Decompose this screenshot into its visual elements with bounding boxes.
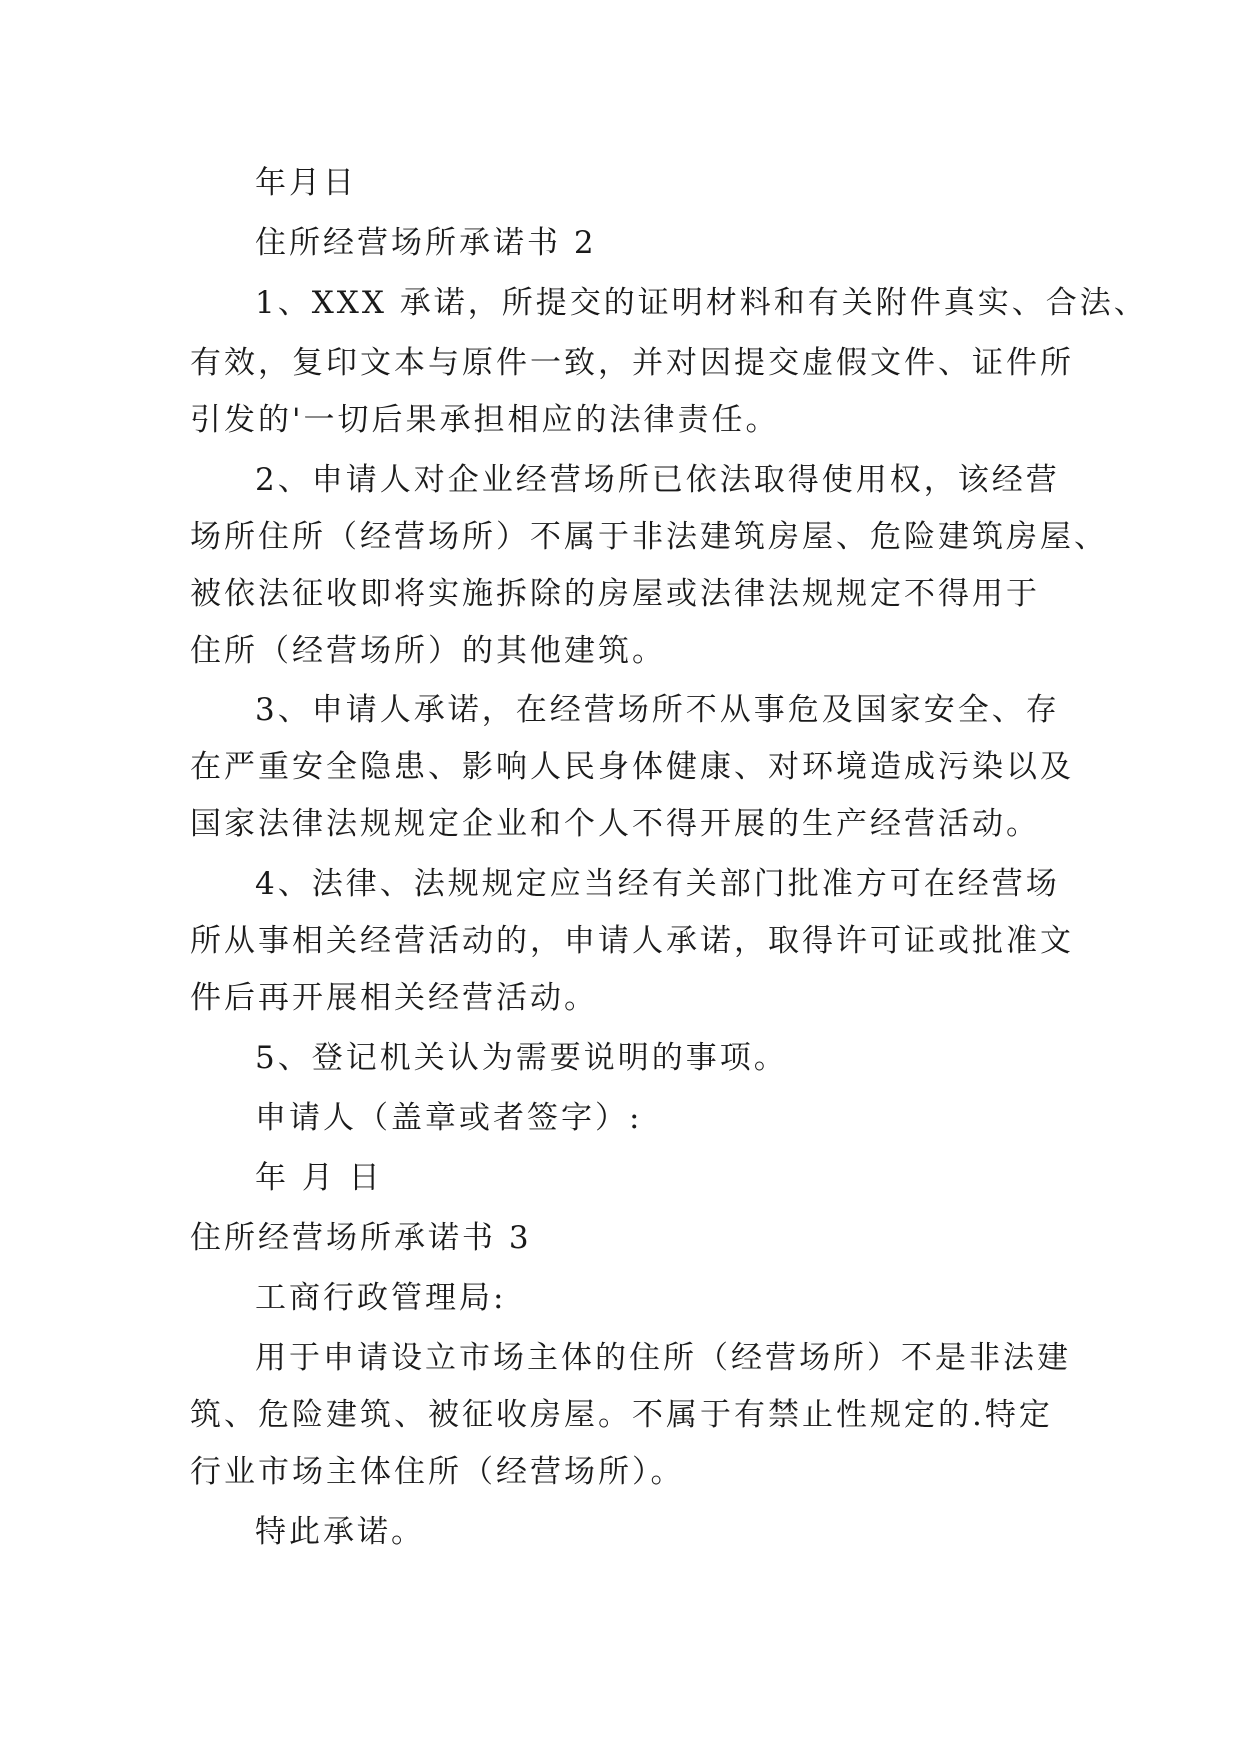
paragraph-4-line-2: 所从事相关经营活动的，申请人承诺，取得许可证或批准文: [190, 923, 1074, 959]
paragraph-3-line-3: 国家法律法规规定企业和个人不得开展的生产经营活动。: [190, 806, 1040, 842]
paragraph-2-line-1: 2、申请人对企业经营场所已依法取得使用权，该经营: [255, 462, 1060, 498]
paragraph-6-line-1: 用于申请设立市场主体的住所（经营场所）不是非法建: [255, 1340, 1071, 1376]
section-title-2: 住所经营场所承诺书 2: [255, 225, 597, 261]
paragraph-4-line-3: 件后再开展相关经营活动。: [190, 980, 598, 1016]
paragraph-1-line-2: 有效，复印文本与原件一致，并对因提交虚假文件、证件所: [190, 345, 1074, 381]
paragraph-1-line-1: 1、XXX 承诺，所提交的证明材料和有关附件真实、合法、: [255, 285, 1148, 321]
paragraph-6-line-2: 筑、危险建筑、被征收房屋。不属于有禁止性规定的.特定: [190, 1397, 1053, 1433]
paragraph-2-line-4: 住所（经营场所）的其他建筑。: [190, 633, 666, 669]
paragraph-3-line-2: 在严重安全隐患、影响人民身体健康、对环境造成污染以及: [190, 749, 1074, 785]
addressee-line: 工商行政管理局:: [255, 1280, 507, 1316]
applicant-signature-line: 申请人（盖章或者签字）:: [255, 1100, 643, 1136]
paragraph-3-line-1: 3、申请人承诺，在经营场所不从事危及国家安全、存: [255, 692, 1060, 728]
paragraph-6-line-3: 行业市场主体住所（经营场所）。: [190, 1454, 685, 1490]
paragraph-1-line-3: 引发的'一切后果承担相应的法律责任。: [190, 402, 780, 438]
closing-line: 特此承诺。: [255, 1514, 425, 1550]
paragraph-2-line-3: 被依法征收即将实施拆除的房屋或法律法规规定不得用于: [190, 576, 1040, 612]
date-line: 年月日: [255, 165, 357, 201]
paragraph-4-line-1: 4、法律、法规规定应当经有关部门批准方可在经营场: [255, 866, 1060, 902]
section-title-3: 住所经营场所承诺书 3: [190, 1220, 532, 1256]
paragraph-5-line-1: 5、登记机关认为需要说明的事项。: [255, 1040, 788, 1076]
paragraph-2-line-2: 场所住所（经营场所）不属于非法建筑房屋、危险建筑房屋、: [190, 519, 1108, 555]
date-line-spaced: 年 月 日: [255, 1160, 383, 1196]
